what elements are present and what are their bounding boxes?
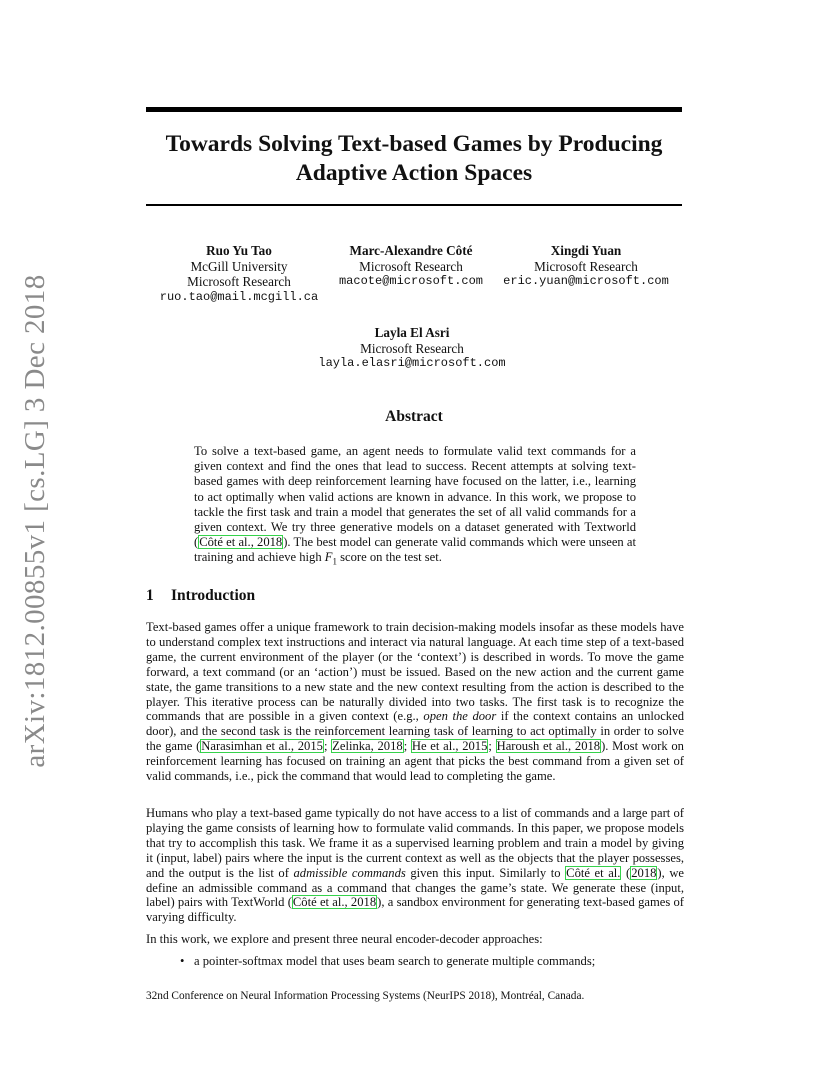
- intro-paragraph-3: In this work, we explore and present three neural encoder-decoder approaches:: [146, 932, 543, 946]
- paragraph-text: ). Most work on reinforcement learning has focused on training an agent that picks the best command from a given set of valid commands, i.e., pick the command that would lead to completing the game.: [146, 739, 684, 784]
- citation-link[interactable]: 2018: [631, 865, 657, 880]
- author-email[interactable]: eric.yuan@microsoft.com: [503, 274, 669, 288]
- abstract-text: score on the test set.: [337, 550, 442, 565]
- f1-symbol: F: [324, 550, 333, 565]
- arxiv-stamp: arXiv:1812.00855v1 [cs.LG] 3 Dec 2018: [19, 274, 51, 768]
- list-item-text: a pointer-softmax model that uses beam search to generate multiple commands;: [194, 954, 596, 968]
- paragraph-text: Text-based games offer a unique framework to train decision-making models insofar as these models have to understand complex text instructions and interact via natural language. At each time step of a text-based game, the current environment of the player (or the ‘context’) is described in words. To move the game forward, a text command (or an ‘action’) must be issued. Based on the new action and the current game state, the game transitions to a new state and the new context resulting from the action is described to the player. This iterative process can be naturally divided into two tasks. The first task is to recognize the commands that are possible in a given context (e.g.,: [146, 620, 684, 724]
- author-email[interactable]: ruo.tao@mail.mcgill.ca: [159, 289, 319, 304]
- author-affiliation: Microsoft Research: [534, 258, 638, 274]
- section-title: Introduction: [171, 587, 256, 604]
- intro-paragraph-1: [146, 620, 684, 784]
- author-affiliation: Microsoft Research: [359, 258, 463, 274]
- author-email[interactable]: layla.elasri@microsoft.com: [318, 356, 506, 370]
- paragraph-text: ), we define an admissible command as a command that changes the game’s state. We generate these (input, label) pairs with TextWorld (: [146, 865, 685, 910]
- citation-link[interactable]: Haroush et al., 2018: [496, 739, 601, 754]
- author-block: [146, 243, 332, 305]
- author-affiliation: Microsoft Research: [360, 340, 464, 356]
- paragraph-text: ), a sandbox environment for generating text-based games of varying difficulty.: [146, 895, 684, 925]
- citation-separator: ;: [323, 739, 332, 754]
- f1-subscript: 1: [332, 556, 337, 567]
- author-block: [318, 243, 504, 290]
- citation-separator: ;: [488, 739, 496, 754]
- citation-link[interactable]: Zelinka, 2018: [332, 739, 403, 754]
- paragraph-text: if the context contains an unlocked door), and the second task is the reinforcement learning task of learning to act optimally in order to solve the game (: [146, 709, 684, 754]
- author-name: Layla El Asri: [374, 325, 450, 340]
- abstract-body: [194, 444, 636, 570]
- author-block: [490, 243, 682, 290]
- paper-title: [146, 130, 682, 188]
- section-number: 1: [146, 587, 154, 604]
- section-heading: [146, 587, 255, 605]
- emphasis-text: admissible commands: [293, 865, 406, 880]
- emphasis-text: open the door: [423, 709, 497, 724]
- bullet-marker: •: [180, 954, 185, 968]
- abstract-text: ). The best model can generate valid commands which were unseen at training and achieve high: [194, 535, 636, 565]
- paragraph-text: Humans who play a text-based game typically do not have access to a list of commands and a large part of playing the game consists of learning how to formulate valid commands. In this paper, we propose models that try to accomplish this task. We frame it as a supervised learning problem and train a model by giving it (input, label) pairs where the input is the current context as well as the objects that the player possesses, and the output is the list of: [146, 806, 684, 880]
- intro-paragraph-2: [146, 806, 684, 925]
- abstract-heading: Abstract: [385, 408, 443, 425]
- paragraph-text: (: [621, 865, 631, 880]
- paragraph-text: given this input. Similarly to: [405, 865, 566, 880]
- author-affiliation: McGill University: [190, 258, 288, 274]
- author-affiliation: Microsoft Research: [187, 274, 291, 289]
- citation-link[interactable]: Côté et al.: [566, 865, 621, 880]
- title-line-2: Adaptive Action Spaces: [295, 160, 533, 186]
- author-block: [300, 325, 524, 372]
- author-email[interactable]: macote@microsoft.com: [338, 274, 484, 288]
- citation-separator: ;: [403, 739, 411, 754]
- citation-link[interactable]: Côté et al., 2018: [292, 895, 377, 910]
- author-name: Marc-Alexandre Côté: [349, 243, 473, 258]
- citation-link[interactable]: Narasimhan et al., 2015: [201, 739, 323, 754]
- title-top-rule: [146, 107, 682, 112]
- title-line-1: Towards Solving Text-based Games by Producing: [165, 131, 663, 157]
- author-name: Ruo Yu Tao: [206, 243, 272, 258]
- title-bottom-rule: [146, 204, 682, 206]
- list-item: [180, 954, 595, 969]
- abstract-text: To solve a text-based game, an agent needs to formulate valid text commands for a given context and find the ones that lead to success. Recent attempts at solving text-based games with deep reinforcement learning have focused on the latter, i.e., learning to act optimally when valid actions are known in advance. In this work, we propose to tackle the first task and train a model that generates the set of all valid commands for a given context. We try three generative models on a dataset generated with Textworld (: [194, 444, 636, 550]
- conference-footnote: 32nd Conference on Neural Information Processing Systems (NeurIPS 2018), Montréal, Canada.: [146, 990, 585, 1002]
- author-name: Xingdi Yuan: [550, 243, 622, 258]
- citation-link[interactable]: He et al., 2015: [411, 739, 488, 754]
- citation-link[interactable]: Côté et al., 2018: [199, 535, 283, 550]
